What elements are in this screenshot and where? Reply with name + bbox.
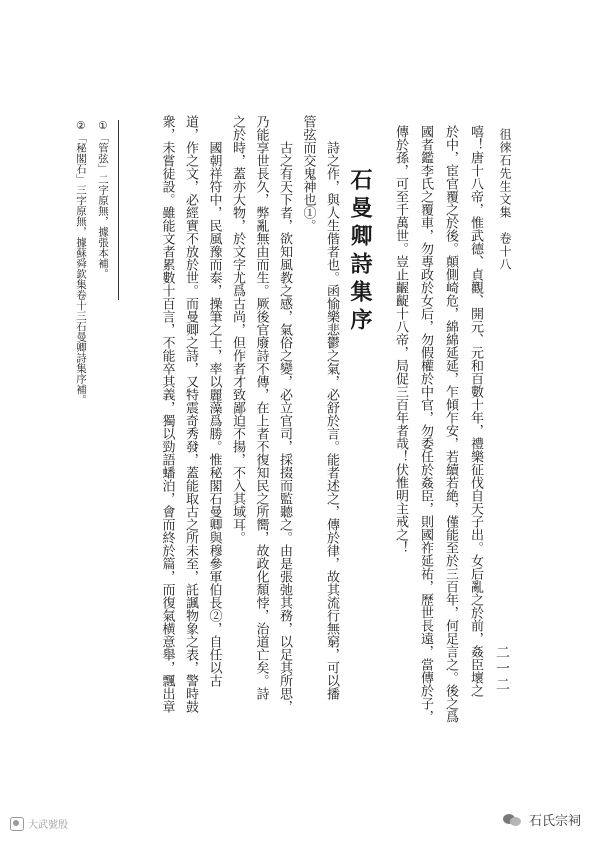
- text-column: 衆，未嘗徒設。雖能文者累數十百言，不能卒其義，獨以勁語蟠泊，會而終於篇，而復氣横意舉，飄出章: [159, 115, 175, 713]
- watermark-right-text: 石氏宗祠: [528, 814, 581, 829]
- text-column: 乃能享世長久，弊亂無由而生。厥後官廢詩不傳，在上者不復知民之所嚮，故政化頹悖，治道亡矣。詩: [253, 115, 269, 700]
- text-column: 傳於孫，可至千萬世。豈止齷齪十八帝，局促三百年者哉！伏惟明主戒之！: [393, 125, 408, 554]
- text-column: 嘻！唐十八帝，惟武德、貞觀、開元、元和百數十年，禮樂征伐自天子出。女后亂之於前，姦臣壞之: [468, 125, 483, 697]
- camera-icon: [10, 817, 24, 831]
- watermark-left-text: 大武號殷: [28, 820, 68, 831]
- text-column: 之於時，蓋亦大物，於文字尤爲古尚，但作者才致鄙迫不揚，不入其域耳。: [230, 115, 245, 544]
- text-column: 國朝祥符中，民風豫而泰，操筆之士，率以麗藻爲勝。惟秘閣石曼卿與穆參軍伯長②，自任以古: [206, 141, 222, 687]
- text-column: 古之有天下者，欲知風教之感，氣俗之變，必立官司，採掇而監聽之。由是張弛其務，以足其所思，: [277, 141, 292, 713]
- footnotes: [70, 120, 114, 810]
- watermark-left: [10, 816, 68, 831]
- footnote: ②「秘閣石」三字原無，據蘇舜欽集卷十三石曼卿詩集序補。: [75, 120, 87, 405]
- text-column: 於中，宦官覆之於後。顛側崎危，綿綿延延，乍傾乍安，若續若絶，僅能至於三百年，何足言之。後之爲: [443, 125, 458, 723]
- section-title: 石曼卿詩集序: [347, 168, 373, 336]
- footnote: ①「管弦」二字原無，據張本補。: [97, 120, 109, 279]
- top-paragraph: [388, 125, 488, 805]
- text-column: 詩之作，與人生偕者也。函愉樂悲鬱之氣，必舒於言。能者述之，傳於律，故其流行無窮，可以播: [324, 141, 339, 700]
- text-column: 管弦而交鬼神也①。: [300, 115, 316, 232]
- page-number: 二一二: [494, 645, 510, 693]
- running-header-title: 徂徠石先生文集 卷十八: [498, 128, 512, 271]
- watermark-right: [503, 810, 581, 829]
- text-column: 國者鑑李氏之覆車，勿專政於女后，勿假權於中官，勿委任於姦臣，則國祚延祐，歷世長遠，當傳於子，: [418, 125, 433, 723]
- footnote-divider: [118, 120, 119, 300]
- text-column: 道，作之文，必經實不放於世。而曼卿之詩，又特震奇秀發，蓋能取古之所未至，託諷物象之表，警時鼓: [183, 115, 198, 713]
- preface-body: [155, 115, 343, 805]
- wechat-icon: [503, 812, 523, 828]
